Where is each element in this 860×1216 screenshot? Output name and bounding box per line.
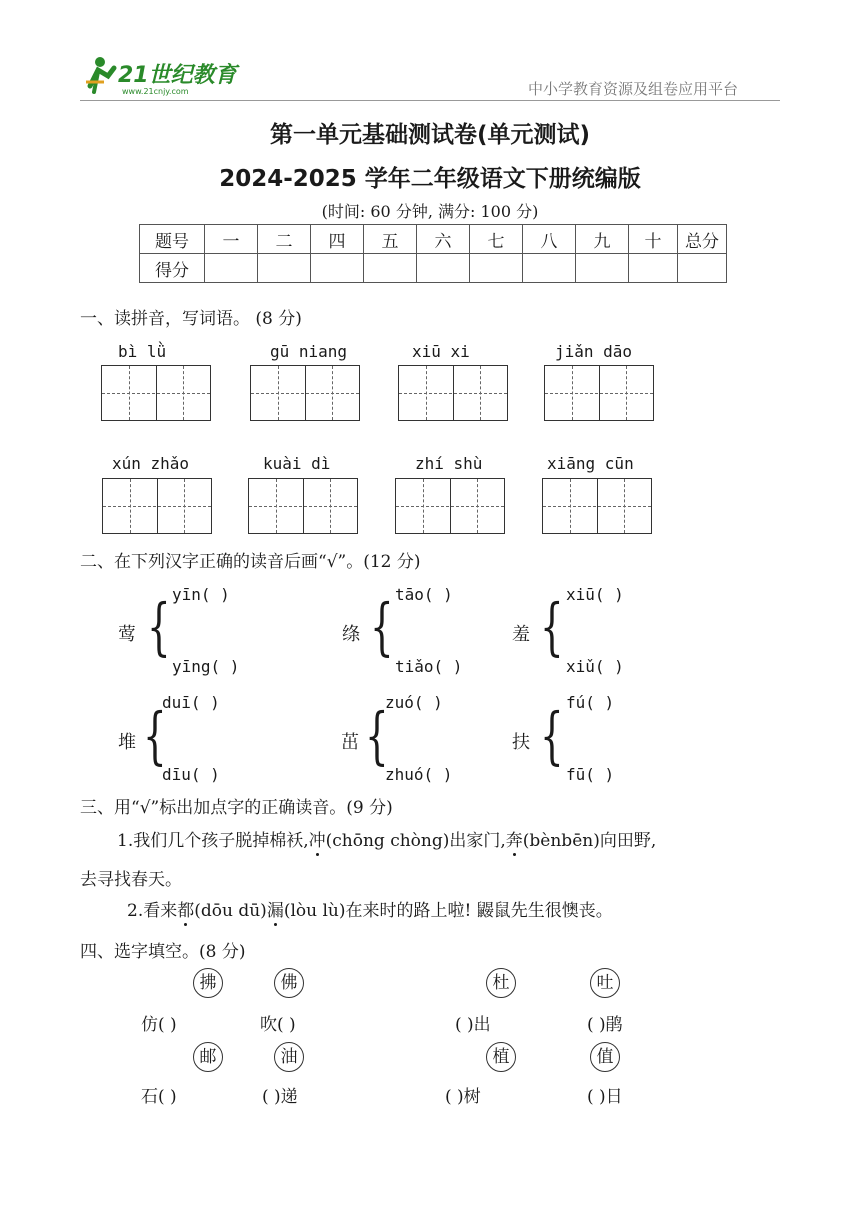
page-subtitle: 2024-2025 学年二年级语文下册统编版	[219, 166, 641, 192]
exam-info: (时间: 60 分钟, 满分: 100 分)	[321, 202, 539, 221]
question-char: 绦	[342, 624, 360, 645]
score-header-cell: 总分	[678, 225, 727, 254]
section-3-title: 三、用“√”标出加点字的正确读音。(9 分)	[80, 798, 393, 818]
circled-char: 佛	[274, 968, 304, 998]
circled-char: 值	[590, 1042, 620, 1072]
score-input-cell[interactable]	[523, 254, 576, 283]
pinyin-label: jiǎn dāo	[555, 342, 633, 361]
score-input-cell[interactable]	[629, 254, 678, 283]
circled-char: 油	[274, 1042, 304, 1072]
score-input-cell[interactable]	[470, 254, 523, 283]
logo-text: 21世纪教育	[118, 63, 237, 88]
brace-icon: {	[365, 699, 389, 772]
writing-grid[interactable]	[250, 365, 360, 421]
reading-option[interactable]: zhuó( )	[385, 765, 453, 784]
sentence-text: 1.我们几个孩子脱掉棉袄,	[117, 831, 309, 851]
score-header-cell: 六	[417, 225, 470, 254]
brand-text: 中小学教育资源及组卷应用平台	[528, 80, 739, 98]
brace-icon: {	[370, 590, 394, 663]
score-header-row	[140, 225, 727, 254]
question-char: 莺	[118, 624, 136, 645]
brace-icon: {	[143, 699, 167, 772]
reading-option[interactable]: yīn( )	[172, 585, 230, 604]
runner-logo-icon	[82, 52, 242, 98]
circled-char: 杜	[486, 968, 516, 998]
sentence-text: (lòu lù)在来时的路上啦! 鼹鼠先生很懊丧。	[283, 901, 613, 921]
pinyin-label: xiāng cūn	[547, 454, 634, 473]
sentence-text: (dōu dū)	[194, 901, 267, 921]
writing-grid[interactable]	[542, 478, 652, 534]
reading-option[interactable]: fú( )	[566, 693, 615, 712]
score-input-cell[interactable]	[311, 254, 364, 283]
fill-blank[interactable]: 石( )	[141, 1087, 177, 1107]
score-input-cell[interactable]	[258, 254, 311, 283]
score-header-cell: 五	[364, 225, 417, 254]
reading-option[interactable]: xiū( )	[566, 585, 624, 604]
reading-option[interactable]: zuó( )	[385, 693, 443, 712]
brace-icon: {	[540, 699, 564, 772]
writing-grid[interactable]	[544, 365, 654, 421]
logo-sub: www.21cnjy.com	[122, 87, 189, 96]
score-input-cell[interactable]	[417, 254, 470, 283]
circled-char: 拂	[193, 968, 223, 998]
pinyin-label: bì lǜ	[118, 342, 167, 361]
fill-blank[interactable]: 仿( )	[141, 1015, 177, 1035]
question-char: 扶	[512, 732, 530, 753]
circled-char: 吐	[590, 968, 620, 998]
score-input-cell[interactable]	[205, 254, 258, 283]
reading-option[interactable]: xiǔ( )	[566, 657, 624, 676]
brace-icon: {	[147, 590, 171, 663]
reading-option[interactable]: fū( )	[566, 765, 615, 784]
logo	[82, 52, 242, 98]
fill-blank[interactable]: ( )递	[262, 1087, 298, 1107]
dotted-char: 冲	[308, 831, 326, 851]
circled-char: 邮	[193, 1042, 223, 1072]
score-input-cell[interactable]	[364, 254, 417, 283]
pinyin-label: kuài dì	[263, 454, 331, 473]
sentence-2	[127, 896, 613, 921]
score-header-cell: 九	[576, 225, 629, 254]
header-divider	[80, 100, 780, 101]
score-input-cell[interactable]	[678, 254, 727, 283]
writing-grid[interactable]	[398, 365, 508, 421]
pinyin-label: xiū xi	[412, 342, 470, 361]
page-title: 第一单元基础测试卷(单元测试)	[269, 122, 591, 148]
question-char: 茁	[341, 732, 359, 753]
fill-blank[interactable]: ( )日	[587, 1087, 623, 1107]
score-header-cell: 四	[311, 225, 364, 254]
question-char: 堆	[118, 732, 136, 753]
reading-option[interactable]: tiǎo( )	[395, 657, 463, 676]
sentence-text: (chōng chòng)出家门,	[325, 831, 506, 851]
sentence-1-cont: 去寻找春天。	[80, 870, 182, 890]
writing-grid[interactable]	[102, 478, 212, 534]
score-input-cell[interactable]	[576, 254, 629, 283]
reading-option[interactable]: duī( )	[162, 693, 220, 712]
score-table	[139, 224, 727, 283]
writing-grid[interactable]	[395, 478, 505, 534]
pinyin-label: gū niang	[270, 342, 348, 361]
reading-option[interactable]: tāo( )	[395, 585, 453, 604]
reading-option[interactable]: dīu( )	[162, 765, 220, 784]
score-header-cell: 十	[629, 225, 678, 254]
score-header-cell: 一	[205, 225, 258, 254]
sentence-text: (bènbēn)向田野,	[522, 831, 657, 851]
dotted-char: 都	[177, 901, 195, 921]
section-4-title: 四、选字填空。(8 分)	[80, 942, 246, 962]
fill-blank[interactable]: ( )出	[455, 1015, 491, 1035]
brace-icon: {	[540, 590, 564, 663]
reading-option[interactable]: yīng( )	[172, 657, 240, 676]
score-header-cell: 八	[523, 225, 576, 254]
score-header-cell: 七	[470, 225, 523, 254]
score-header-cell: 题号	[140, 225, 205, 254]
question-char: 羞	[512, 624, 530, 645]
sentence-1	[117, 826, 656, 851]
fill-blank[interactable]: ( )树	[445, 1087, 481, 1107]
circled-char: 植	[486, 1042, 516, 1072]
writing-grid[interactable]	[101, 365, 211, 421]
section-2-title: 二、在下列汉字正确的读音后画“√”。(12 分)	[80, 552, 421, 572]
score-value-row	[140, 254, 727, 283]
score-header-cell: 二	[258, 225, 311, 254]
dotted-char: 漏	[266, 901, 284, 921]
pinyin-label: zhí shù	[415, 454, 483, 473]
dotted-char: 奔	[505, 831, 523, 851]
sentence-text: 2.看来	[127, 901, 178, 921]
writing-grid[interactable]	[248, 478, 358, 534]
score-label-cell: 得分	[140, 254, 205, 283]
pinyin-label: xún zhǎo	[112, 454, 190, 473]
fill-blank[interactable]: ( )鹃	[587, 1015, 623, 1035]
fill-blank[interactable]: 吹( )	[260, 1015, 296, 1035]
section-1-title: 一、读拼音，写词语。 (8 分)	[80, 309, 302, 329]
